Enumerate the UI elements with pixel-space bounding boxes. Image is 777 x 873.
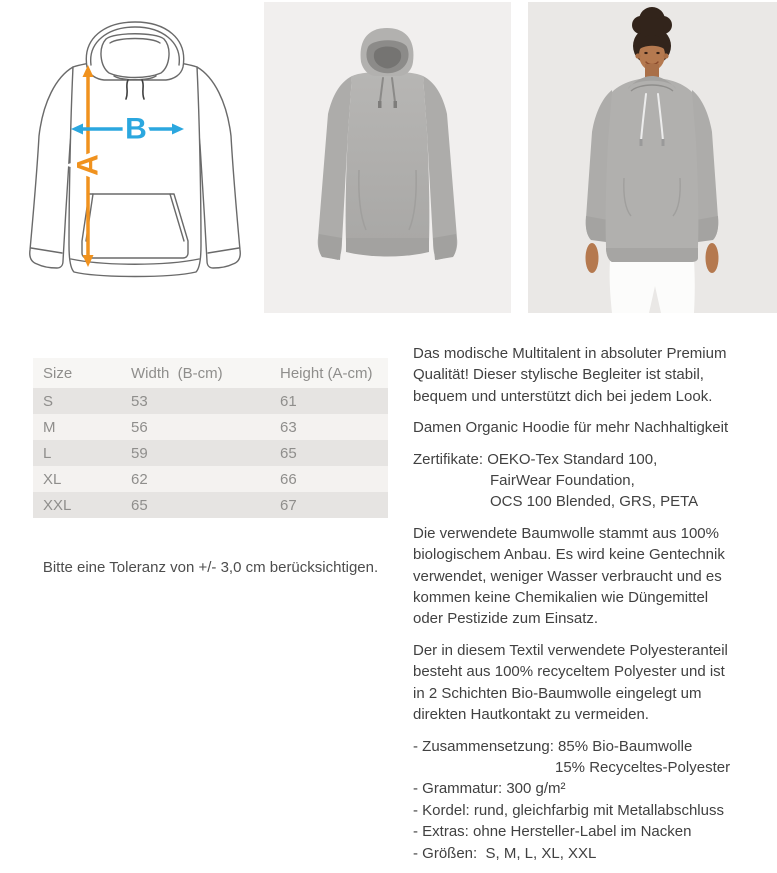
table-row: L 59 65 — [33, 440, 388, 466]
description-subtitle: Damen Organic Hoodie für mehr Nachhaltigkeit — [413, 419, 729, 437]
spec-item: - Grammatur: 300 g/m² — [413, 780, 566, 798]
hoodie-outline-drawing — [10, 10, 260, 310]
spec-item: - Kordel: rund, gleichfarbig mit Metallabschluss — [413, 801, 724, 819]
spec-item: - Extras: ohne Hersteller-Label im Nacken — [413, 823, 692, 841]
spec-list — [413, 736, 740, 864]
table-row: XXL 65 67 — [33, 492, 388, 518]
col-header-width: Width (B-cm) — [121, 358, 270, 388]
description-cotton: Die verwendete Baumwolle stammt aus 100% biologischem Anbau. Es wird keine Gentechnik verwendet, weniger Wasser verbraucht und es kommen keine Chemikalien wie Düngemittel oder Pestizide zum Einsatz. — [413, 524, 725, 628]
gray-hoodie-photo — [264, 2, 511, 313]
table-row: S 53 61 — [33, 388, 388, 414]
diagram-pocket — [82, 194, 188, 258]
description-polyester: Der in diesem Textil verwendete Polyesteranteil besteht aus 100% recyceltem Polyester und ist in 2 Schichten Bio-Baumwolle eingelegt um direkten Hautkontakt zu vermeiden. — [413, 641, 728, 724]
size-table-header-row — [33, 358, 388, 388]
product-description — [413, 343, 740, 864]
table-row: M 56 63 — [33, 414, 388, 440]
certificates-block — [413, 449, 740, 513]
size-table — [33, 358, 388, 518]
size-diagram-image[interactable] — [10, 10, 260, 310]
spec-item-continuation: 15% Recyceltes-Polyester — [555, 758, 731, 776]
product-photo-image[interactable] — [264, 2, 511, 313]
spec-item: - Größen: S, M, L, XL, XXL — [413, 844, 597, 862]
diagram-left-sleeve — [30, 67, 74, 268]
certificate-item: OCS 100 Blended, GRS, PETA — [490, 493, 699, 511]
label-a: A — [71, 154, 105, 176]
col-header-size: Size — [33, 358, 121, 388]
description-intro: Das modische Multitalent in absoluter Premium Qualität! Dieser stylische Begleiter ist stabil, bequem und unterstützt dich bei jedem Look. — [413, 345, 727, 405]
certificate-item: OEKO-Tex Standard 100, — [487, 450, 658, 468]
table-row: XL 62 66 — [33, 466, 388, 492]
certificate-item: FairWear Foundation, — [490, 472, 635, 490]
tolerance-note: Bitte eine Toleranz von +/- 3,0 cm berücksichtigen. — [42, 559, 379, 576]
certificates-label: Zertifikate: — [413, 450, 488, 468]
model-photo-image[interactable] — [528, 2, 777, 313]
diagram-right-sleeve — [196, 67, 240, 268]
spec-item: - Zusammensetzung: 85% Bio-Baumwolle — [413, 737, 693, 755]
col-header-height: Height (A-cm) — [270, 358, 388, 388]
woman-wearing-hoodie-photo — [528, 2, 777, 313]
model-hoodie — [606, 78, 699, 262]
label-b: B — [125, 112, 147, 146]
